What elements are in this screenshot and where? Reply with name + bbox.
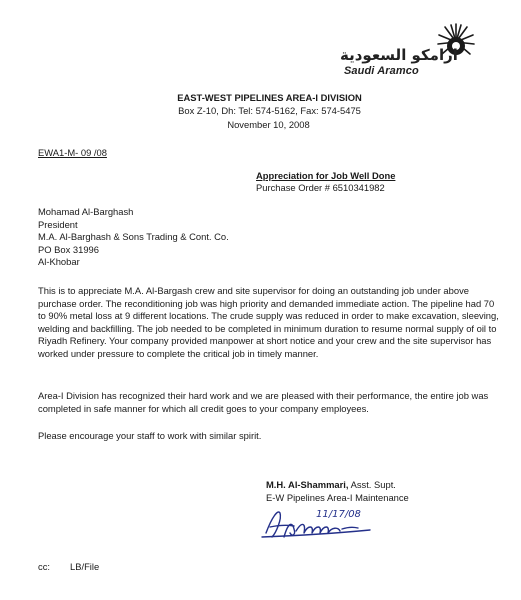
signatory-name-line xyxy=(266,479,396,490)
addressee-company: M.A. Al-Barghash & Sons Trading & Cont. Co. xyxy=(38,231,229,243)
addressee-name: Mohamad Al-Barghash xyxy=(38,206,134,217)
body-paragraph-3: Please encourage your staff to work with similar spirit. xyxy=(38,430,262,441)
addressee-block xyxy=(38,206,229,269)
addressee-city: Al-Khobar xyxy=(38,256,80,268)
cc-label: cc: xyxy=(38,561,50,572)
handwritten-date: 11/17/08 xyxy=(316,509,361,520)
reference-number: EWA1-M- 09 /08 xyxy=(38,147,107,158)
purchase-order: Purchase Order # 6510341982 xyxy=(256,182,385,193)
subject-line: Appreciation for Job Well Done xyxy=(256,170,396,181)
letter-date: November 10, 2008 xyxy=(227,119,310,130)
logo-arabic-text: ارامكو السعودية xyxy=(340,46,458,64)
signatory-title: Asst. Supt. xyxy=(348,479,396,490)
addressee-position: President xyxy=(38,218,78,230)
division-address: Box Z-10, Dh: Tel: 574-5162, Fax: 574-5475 xyxy=(178,105,361,116)
handwritten-signature xyxy=(258,503,388,545)
body-paragraph-1: This is to appreciate M.A. Al-Bargash crew and site supervisor for doing an outstanding job under above purchase order. The reconditioning job was high priority and demanded immediate action. The pipeline had 70 to 90% metal loss at 9 different locations. The crude supply was reduced in order to make excavation, sleeving, welding and backfilling. The job needed to be completed in minimum duration to resume normal supply of oil to Riyadh Refinery. Your company provided manpower at short notice and your crew and the site supervisor has worked under pressure to complete the critical job in timely manner. xyxy=(38,285,499,359)
cc-value: LB/File xyxy=(70,561,100,572)
signatory-name: M.H. Al-Shammari, xyxy=(266,479,349,490)
logo-latin-text: Saudi Aramco xyxy=(344,65,419,77)
addressee-po-box: PO Box 31996 xyxy=(38,243,99,255)
signatory-department: E-W Pipelines Area-I Maintenance xyxy=(266,492,409,503)
body-paragraph-2: Area-I Division has recognized their hard work and we are pleased with their performance, the entire job was completed in safe manner for which all credit goes to your company employees. xyxy=(38,390,489,414)
division-title: EAST-WEST PIPELINES AREA-I DIVISION xyxy=(177,92,362,103)
saudi-aramco-logo xyxy=(336,22,476,84)
